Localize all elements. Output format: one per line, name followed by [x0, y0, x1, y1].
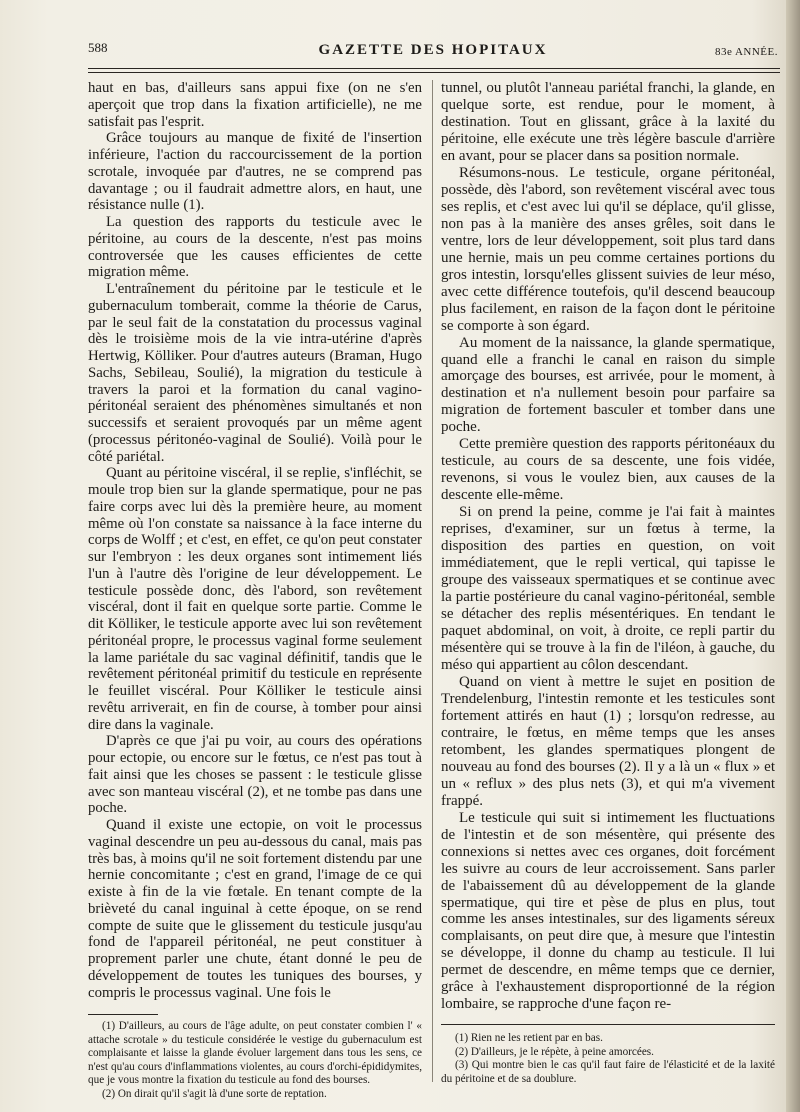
header-rule-thick	[88, 68, 780, 69]
paragraph: tunnel, ou plutôt l'anneau pariétal franchi, la glande, en quelque sorte, est rendue, pour le moment, à destination. Tout en glissant, grâce à la laxité du péritoine, elle exécute une très légère bascule d'arrière en avant, pour se placer dans sa position normale.	[441, 80, 775, 164]
journal-title: GAZETTE DES HOPITAUX	[318, 42, 548, 58]
header-rule-thin	[88, 72, 780, 73]
paragraph: Si on prend la peine, comme je l'ai fait à maintes reprises, d'examiner, sur un fœtus à terme, la disposition des parties en question, on voit immédiatement, que le repli vertical, qui tapisse le groupe des vaisseaux spermatiques et se continue avec la partie postérieure du canal vagino-péritonéal, semble se détacher des replis mésentériques. En tendant le paquet abdominal, on voit, à droite, ce repli partir du mésentère qui se trouve à la fin de l'iléon, à gauche, du méso qui appartient au côlon descendant.	[441, 504, 775, 673]
right-footnotes	[441, 1032, 775, 1086]
paragraph: Résumons-nous. Le testicule, organe péritonéal, possède, dès l'abord, son revêtement viscéral avec tous ses replis, et c'est avec lui qu'il se déplace, qu'il glisse, non pas à la manière des anses grêles, soit dans le ventre, lors de leur développement, soit plus tard dans une hernie, mais un peu comme certaines portions du gros intestin, lorsqu'elles glissent suivies de leur méso, avec cette différence toutefois, qu'il descend beaucoup plus facilement, en raison de la façon dont le péritoine se comporte à son égard.	[441, 164, 775, 334]
footnote: (2) D'ailleurs, je le répète, à peine amorcées.	[455, 1045, 654, 1058]
page-number: 588	[88, 40, 108, 55]
left-footnotes	[88, 1020, 422, 1102]
paragraph: Grâce toujours au manque de fixité de l'insertion inférieure, l'action du raccourcissement de la portion scrotale, invoquée par d'autres, ne se comprend pas davantage ; ou il faudrait admettre alors, en haut, une résistance nulle (1).	[88, 130, 422, 214]
paragraph: D'après ce que j'ai pu voir, au cours des opérations pour ectopie, ou encore sur le fœtus, ce n'est pas tout à fait ainsi que les choses se passent : le testicule glisse avec son manteau viscéral (2), et ne tombe pas dans une poche.	[88, 733, 422, 817]
paragraph: La question des rapports du testicule avec le péritoine, au cours de la descente, n'est pas moins controversée que les causes efficientes de cette migration même.	[88, 214, 422, 281]
paragraph: Quand il existe une ectopie, on voit le processus vaginal descendre un peu au-dessous du canal, mais pas très bas, à moins qu'il ne soit fortement distendu par une hernie concomitante ; c'est en grand, l'image de ce qui existe à fin de la vie fœtale. En tenant compte de la brièveté du canal inguinal à cette époque, on se rend compte de suite que le glissement du testicule jusqu'au fond de l'appareil péritonéal, ne peut constituer à proprement parler une chute, étant donné le peu de développement de toutes les tuniques des bourses, y compris le processus vaginal. Une fois le	[88, 817, 422, 1001]
paragraph: Cette première question des rapports péritonéaux du testicule, au cours de sa descente, une fois vidée, revenons, si vous le voulez bien, aux causes de la descente elle-même.	[441, 436, 775, 504]
year-label: 83e ANNÉE.	[714, 46, 778, 58]
paragraph: Le testicule qui suit si intimement les fluctuations de l'intestin et de son mésentère, qui présente des connexions si nettes avec ces organes, doit forcément les suivre au cours de leur accroissement. Sans parler de l'abaissement dû au développement de la glande spermatique, qui tire et pèse de plus en plus, tout comme les anses intestinales, sur des ligaments séreux complaisants, on peut dire que, à mesure que l'intestin se développe, il donne du champ au testicule. Il lui permet de descendre, en même temps que ce dernier, grâce à l'exhaustement disproportionné de la région lombaire, se rapproche d'une façon re-	[441, 809, 775, 1013]
footnote-rule-right	[441, 1024, 775, 1025]
footnote: (2) On dirait qu'il s'agit là d'une sorte de reptation.	[102, 1087, 327, 1100]
footnote: (1) Rien ne les retient par en bas.	[455, 1032, 603, 1044]
paragraph: haut en bas, d'ailleurs sans appui fixe (on ne s'en aperçoit que trop dans la fixation artificielle), ne me satisfait pas l'esprit.	[88, 80, 422, 130]
paragraph: L'entraînement du péritoine par le testicule et le gubernaculum tomberait, comme la théorie de Carus, par le seul fait de la constatation du processus vaginal dès le troisième mois de la vie intra-utérine d'après Hertwig, Kölliker. Pour d'autres auteurs (Braman, Hugo Sachs, Sebileau, Soulié), la migration du testicule à travers la paroi et la formation du canal vagino-péritonéal seraient des phénomènes simultanés et non successifs et seraient provoqués par un même agent (processus péritonéo-vaginal de Soulié). Voilà pour le côté pariétal.	[88, 281, 422, 465]
left-column	[88, 80, 422, 1001]
paragraph: Quant au péritoine viscéral, il se replie, s'infléchit, se moule trop bien sur la glande spermatique, pour ne pas faire corps avec lui dès la première heure, au moment même où l'on constate sa naissance à la face interne du corps de Wolff ; et c'est, en effet, ce qu'on peut constater sur l'embryon : les deux organes sont intimement liés l'un à l'autre dès l'origine de leur développement. Le testicule possède donc, dès l'abord, son revêtement viscéral, dont il fait en quelque sorte partie. Comme le dit Kölliker, le testicule apporte avec lui son revêtement péritonéal propre, le processus vaginal forme seulement la lame pariétale du sac vaginal définitif, tandis que le revêtement péritonéal primitif du testicule en représente le feuillet viscéral. Pour Kölliker le testicule ainsi revêtu arriverait, en fin de course, à tomber pour ainsi dire dans la vaginale.	[88, 465, 422, 733]
paragraph: Quand on vient à mettre le sujet en position de Trendelenburg, l'intestin remonte et les testicules sont fortement attirés en haut (1) ; lorsqu'on redresse, au contraire, le fœtus, en même temps que les anses retombent, les glandes spermatiques plongent de nouveau au fond des bourses (2). Il y a là un « flux » et un « reflux » des plus nets (3), et qui m'a vivement frappé.	[441, 673, 775, 809]
paragraph: Au moment de la naissance, la glande spermatique, quand elle a franchi le canal en raison du simple amorçage des bourses, est arrivée, pour le moment, à destination et n'a nullement besoin pour parfaire sa migration de fortement basculer et tomber dans une poche.	[441, 334, 775, 436]
column-divider	[432, 80, 433, 1082]
right-column	[441, 80, 775, 1013]
page-edge	[786, 0, 800, 1112]
footnote: (3) Qui montre bien le cas qu'il faut faire de l'élasticité et de la laxité du péritoine et de sa doublure.	[441, 1059, 775, 1085]
page-header	[88, 40, 778, 64]
footnote-rule-left	[88, 1014, 158, 1015]
footnote: (1) D'ailleurs, au cours de l'âge adulte, on peut constater combien l' « attache scrotale » du testicule considérée le vestige du gubernaculum est complaisante et laisse la glande évoluer largement dans tous les sens, ce n'est qu'au cours d'inflammations violentes, au cours d'orchi-épididymites, que je vous montre la fixation du testicule au fond des bourses.	[88, 1020, 422, 1087]
